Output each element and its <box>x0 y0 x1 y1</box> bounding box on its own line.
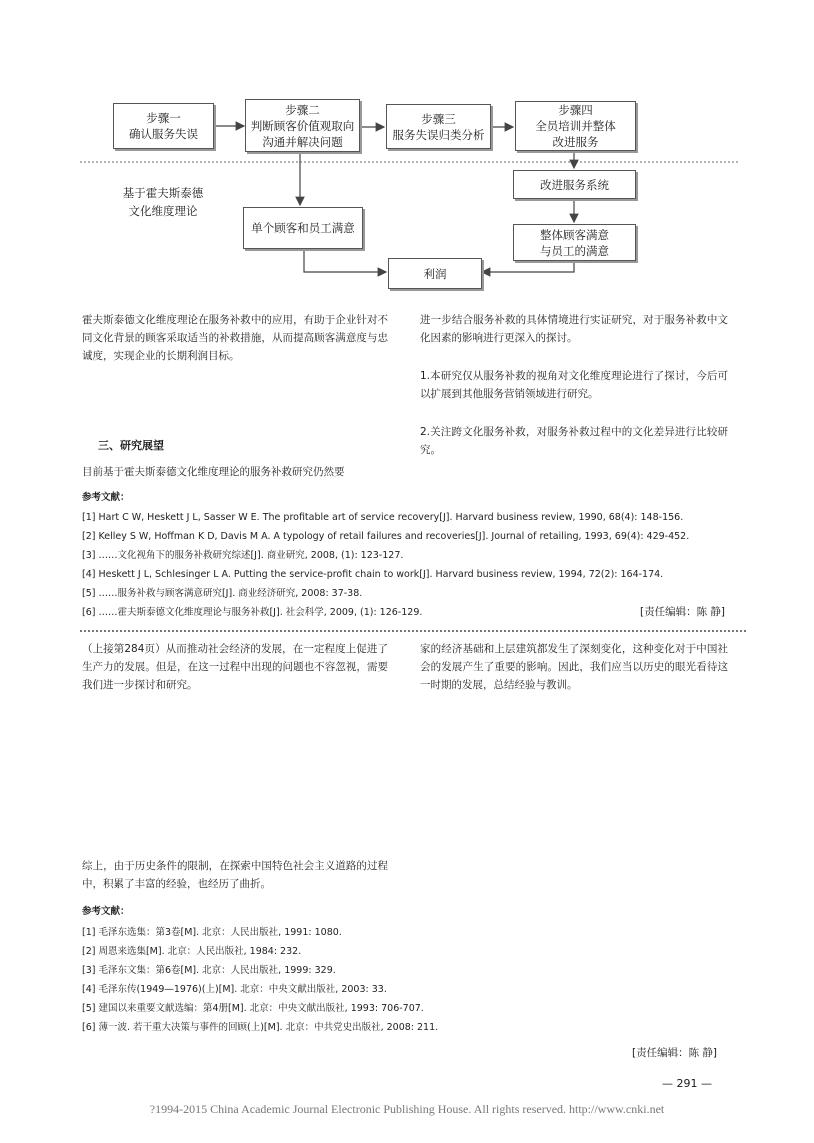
single-satisfaction-box <box>243 207 363 249</box>
upper-editor-note: [责任编辑：陈 静] <box>640 606 726 618</box>
lower-ref-item: [4] 毛泽东传(1949—1976)(上)[M]. 北京：中央文献出版社, 2003: 33. <box>82 984 387 995</box>
lower-ref-item: [1] 毛泽东选集：第3卷[M]. 北京：人民出版社, 1991: 1080. <box>82 927 342 938</box>
step2-text-1: 判断顾客价值观取向 <box>250 118 355 133</box>
step2-label: 步骤二 <box>285 102 320 117</box>
upper-ref-item: [3] ……文化视角下的服务补救研究综述[J]. 商业研究, 2008, (1): 123-127. <box>82 550 404 561</box>
lower-refs-title: 参考文献： <box>82 906 130 917</box>
theory-label <box>98 184 228 220</box>
upper-left-paragraph: 霍夫斯泰德文化维度理论在服务补救中的应用，有助于企业针对不同文化背景的顾客采取适当的补救措施，从而提高顾客满意度与忠诚度，实现企业的长期利润目标。 <box>82 314 388 362</box>
step4-box <box>515 101 636 151</box>
step3-label: 步骤三 <box>421 111 456 126</box>
lower-ref-item: [6] 薄一波. 若干重大决策与事件的回顾(上)[M]. 北京：中共党史出版社, 2008: 211. <box>82 1022 439 1033</box>
arrow-single-profit <box>304 249 386 272</box>
single-satisfaction-text: 单个顾客和员工满意 <box>251 221 355 235</box>
step4-text-2: 改进服务 <box>552 135 599 149</box>
upper-ref-item: [5] ……服务补救与顾客满意研究[J]. 商业经济研究, 2008: 37-38. <box>82 588 363 599</box>
step1-text: 确认服务失误 <box>129 127 198 141</box>
upper-right-paragraph-3: 2.关注跨文化服务补救，对服务补救过程中的文化差异进行比较研究。 <box>420 426 728 456</box>
copyright-footer: ?1994-2015 China Academic Journal Electronic Publishing House. All rights reserved. http://www.cnki.net <box>149 1102 665 1116</box>
step3-box <box>386 104 491 149</box>
theory-line-1: 基于霍夫斯泰德 <box>122 186 204 200</box>
lower-ref-item: [3] 毛泽东文集：第6卷[M]. 北京：人民出版社, 1999: 329. <box>82 965 336 976</box>
upper-ref-item: [2] Kelley S W, Hoffman K D, Davis M A. A typology of retail failures and recoveries[J]. Journal of retailing, 1993, 69(4): 429-452. <box>82 531 690 542</box>
overall-satisfaction-text-1: 整体顾客满意 <box>540 227 609 242</box>
step2-box <box>245 99 360 152</box>
upper-ref-item: [6] ……霍夫斯泰德文化维度理论与服务补救[J]. 社会科学, 2009, (1): 126-129. <box>82 607 423 618</box>
step4-label: 步骤四 <box>558 103 593 117</box>
lower-left-paragraph-2: 综上，由于历史条件的限制，在探索中国特色社会主义道路的过程中，积累了丰富的经验，也经历了曲折。 <box>82 860 388 890</box>
upper-ref-item: [4] Heskett J L, Schlesinger L A. Putting the service-profit chain to work[J]. Harvard business review, 1994, 72(2): 164-174. <box>82 569 664 580</box>
upper-right-paragraph-1: 进一步结合服务补救的具体情境进行实证研究，对于服务补救中文化因素的影响进行更深入的探讨。 <box>420 314 728 344</box>
article-separator <box>80 630 746 632</box>
step3-text: 服务失误归类分析 <box>392 127 485 142</box>
profit-text: 利润 <box>423 266 447 281</box>
page-number: — 291 — <box>662 1077 712 1090</box>
step1-label: 步骤一 <box>146 111 181 125</box>
upper-section-paragraph: 目前基于霍夫斯泰德文化维度理论的服务补救研究仍然要 <box>82 466 345 478</box>
lower-right-paragraph: 家的经济基础和上层建筑都发生了深刻变化，这种变化对于中国社会的发展产生了重要的影响。因此，我们应当以历史的眼光看待这一时期的发展，总结经验与教训。 <box>420 643 728 691</box>
lower-ref-item: [5] 建国以来重要文献选编：第4册[M]. 北京：中央文献出版社, 1993: 706-707. <box>82 1003 424 1014</box>
theory-line-2: 文化维度理论 <box>128 204 198 218</box>
diagram-arrows <box>0 0 814 300</box>
improve-system-text: 改进服务系统 <box>540 177 609 192</box>
step1-box <box>113 103 214 149</box>
overall-satisfaction-box <box>513 224 636 261</box>
section-heading: 三、研究展望 <box>98 439 164 452</box>
lower-ref-item: [2] 周恩来选集[M]. 北京：人民出版社, 1984: 232. <box>82 946 302 957</box>
upper-right-paragraph-2: 1.本研究仅从服务补救的视角对文化维度理论进行了探讨，今后可以扩展到其他服务营销领域进行研究。 <box>420 370 728 400</box>
upper-ref-item: [1] Hart C W, Heskett J L, Sasser W E. The profitable art of service recovery[J]. Harvard business review, 1990, 68(4): 148-156. <box>82 512 684 523</box>
overall-satisfaction-text-2: 与员工的满意 <box>540 243 609 258</box>
lower-editor-note: [责任编辑：陈 静] <box>632 1047 718 1059</box>
lower-left-paragraph-1: （上接第284页）从而推动社会经济的发展，在一定程度上促进了生产力的发展。但是，在这一过程中出现的问题也不容忽视，需要我们进一步探讨和研究。 <box>82 643 388 691</box>
profit-box <box>388 258 482 289</box>
step4-text-1: 全员培训并整体 <box>535 119 616 133</box>
upper-refs-title: 参考文献： <box>82 492 130 503</box>
improve-system-box <box>513 170 636 199</box>
step2-text-2: 沟通并解决问题 <box>262 134 343 149</box>
